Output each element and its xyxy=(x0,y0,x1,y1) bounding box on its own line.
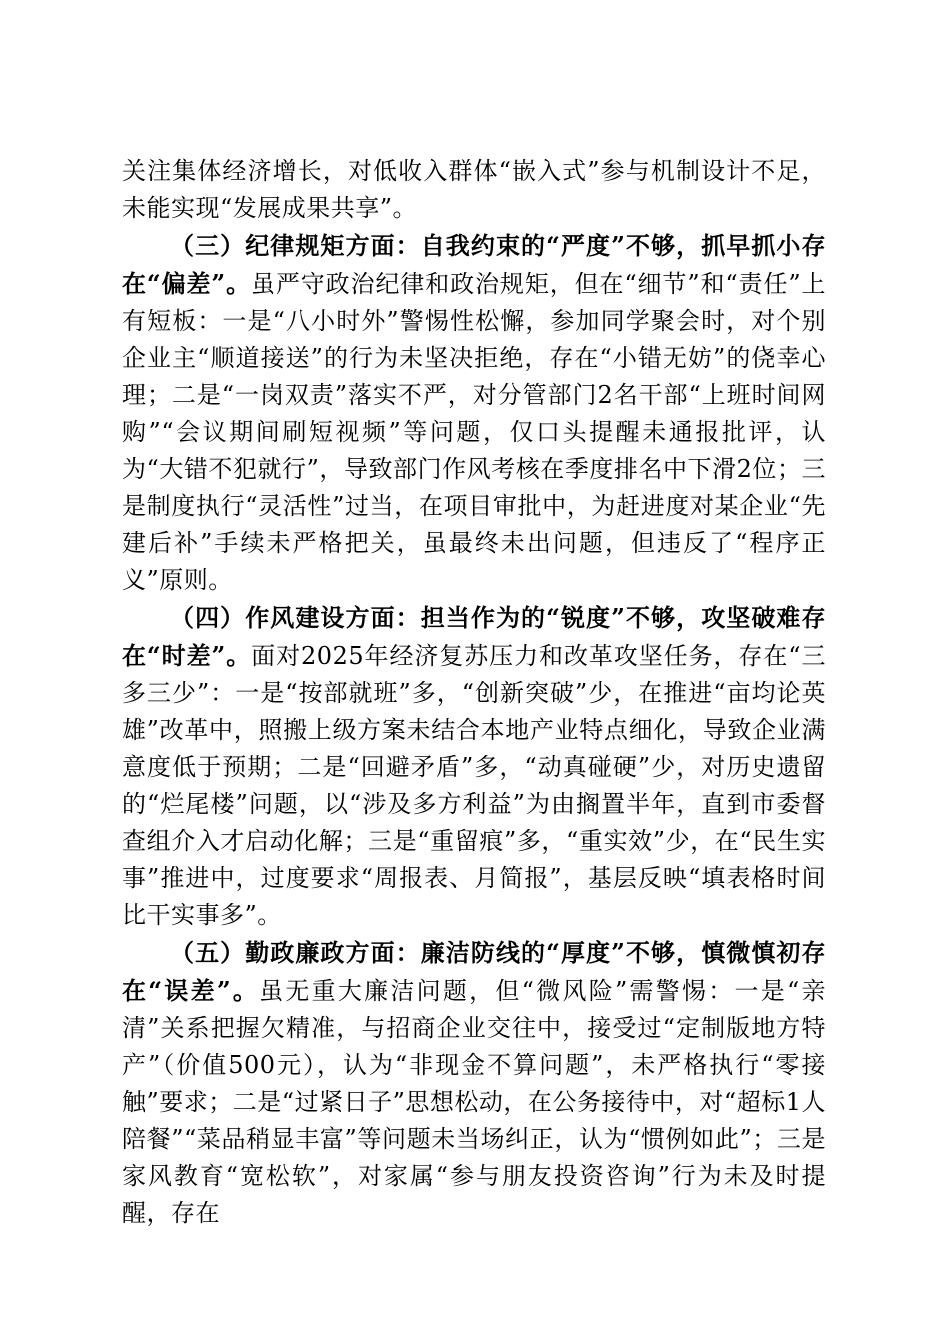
section-five-body: 虽无重大廉洁问题，但“微风险”需警惕：一是“亲清”关系把握欠精准，与招商企业交往中，接受过“定制版地方特产”（价值500元），认为“非现金不算问题”，未严格执行“零接触”要求；二是“过紧日子”思想松动，在公务接待中，对“超标1人陪餐”“菜品稍显丰富”等问题未当场纠正，认为“惯例如此”；三是家风教育“宽松软”，对家属“参与朋友投资咨询”行为未及时提醒，存在 xyxy=(122,977,827,1227)
section-three-heading: （三）纪律规矩方面：自我约束的“严度”不够，抓早抓小存在“偏差”。 xyxy=(122,231,826,298)
intro-text: 关注集体经济增长，对低收入群体“嵌入式”参与机制设计不足，未能实现“发展成果共享”。 xyxy=(122,157,826,222)
intro-paragraph xyxy=(122,153,826,227)
section-four-heading: （四）作风建设方面：担当作为的“锐度”不够，攻坚破难存在“时差”。 xyxy=(122,603,826,670)
section-five-paragraph xyxy=(122,934,826,1232)
section-five-heading: （五）勤政廉政方面：廉洁防线的“厚度”不够，慎微慎初存在“误差”。 xyxy=(122,938,826,1005)
section-four-body: 面对2025年经济复苏压力和改革攻坚任务，存在“三多三少”：一是“按部就班”多，“创新突破”少，在推进“亩均论英雄”改革中，照搬上级方案未结合本地产业特点细化，导致企业满意度低于预期；二是“回避矛盾”多，“动真碰硬”少，对历史遗留的“烂尾楼”问题，以“涉及多方利益”为由搁置半年，直到市委督查组介入才启动化解；三是“重留痕”多，“重实效”少，在“民生实事”推进中，过度要求“周报表、月简报”，基层反映“填表格时间比干实事多”。 xyxy=(122,642,826,929)
document-body xyxy=(122,153,826,1232)
section-four-paragraph xyxy=(122,599,826,934)
section-three-paragraph xyxy=(122,227,826,599)
section-three-body: 虽严守政治纪律和政治规矩，但在“细节”和“责任”上有短板：一是“八小时外”警惕性松懈，参加同学聚会时，对个别企业主“顺道接送”的行为未坚决拒绝，存在“小错无妨”的侥幸心理；二是“一岗双责”落实不严，对分管部门2名干部“上班时间网购”“会议期间刷短视频”等问题，仅口头提醒未通报批评，认为“大错不犯就行”，导致部门作风考核在季度排名中下滑2位；三是制度执行“灵活性”过当，在项目审批中，为赶进度对某企业“先建后补”手续未严格把关，虽最终未出问题，但违反了“程序正义”原则。 xyxy=(122,270,827,594)
